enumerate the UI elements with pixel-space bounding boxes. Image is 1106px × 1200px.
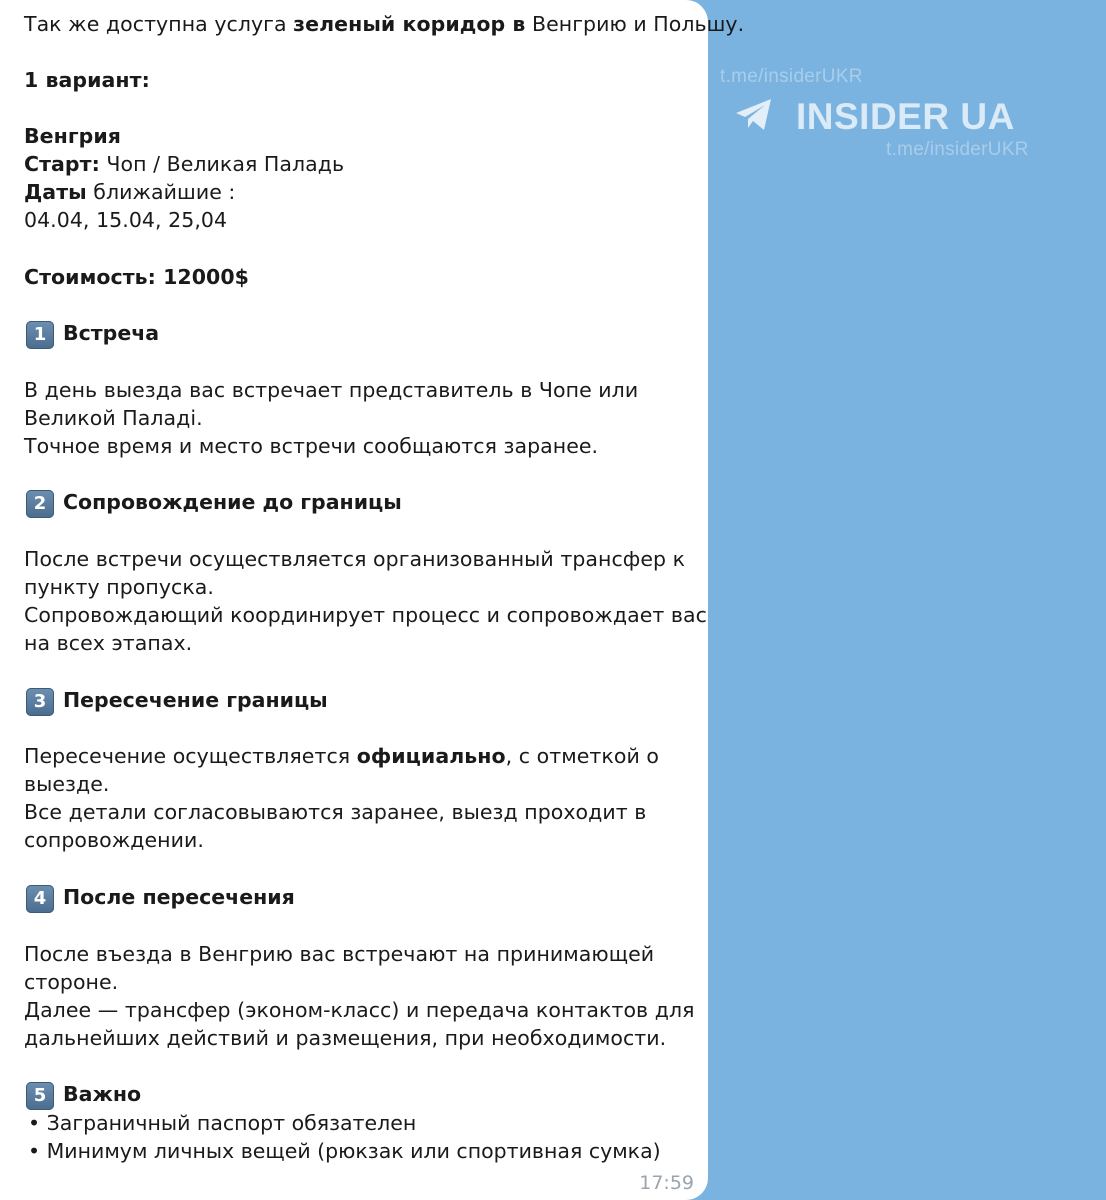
- country-label: Венгрия: [24, 124, 121, 148]
- section-text: сопровождении.: [24, 828, 204, 852]
- variant-label: 1 вариант:: [24, 68, 150, 92]
- keycap-4-icon: 4: [26, 885, 54, 913]
- section-text: В день выезда вас встречает представитель в Чопе или: [24, 378, 639, 402]
- section-text: Пересечение осуществляется официально, с отметкой о: [24, 744, 659, 768]
- cost-line: Стоимость: 12000$: [24, 265, 249, 289]
- keycap-3-icon: 3: [26, 688, 54, 716]
- section-text: пункту пропуска.: [24, 575, 214, 599]
- bullet-item: • Заграничный паспорт обязателен: [28, 1111, 417, 1135]
- section-title: После пересечения: [63, 885, 295, 909]
- keycap-1-icon: 1: [26, 321, 54, 349]
- dates-value: 04.04, 15.04, 25,04: [24, 208, 228, 232]
- section-title: Важно: [63, 1082, 142, 1106]
- section-text: дальнейших действий и размещения, при необходимости.: [24, 1026, 667, 1050]
- watermark-link-bottom: t.me/insiderUKR: [886, 139, 1029, 160]
- section-text: Все детали согласовываются заранее, выезд проходит в: [24, 800, 647, 824]
- section-text: После въезда в Венгрию вас встречают на принимающей: [24, 942, 655, 966]
- watermark-logo: [734, 96, 1015, 138]
- keycap-2-icon: 2: [26, 490, 54, 518]
- section-text: Точное время и место встречи сообщаются заранее.: [24, 434, 599, 458]
- section-text: стороне.: [24, 970, 119, 994]
- section-text: выезде.: [24, 772, 110, 796]
- telegram-plane-icon: [734, 97, 774, 137]
- section-title: Встреча: [63, 321, 160, 345]
- section-text: на всех этапах.: [24, 631, 193, 655]
- section-text: После встречи осуществляется организованный трансфер к: [24, 547, 686, 571]
- keycap-5-icon: 5: [26, 1082, 54, 1110]
- intro-line: Так же доступна услуга зеленый коридор в Венгрию и Польшу.: [24, 12, 745, 36]
- dates-line: Даты ближайшие :: [24, 180, 236, 204]
- section-text: Великой Паладі.: [24, 406, 203, 430]
- start-line: Старт: Чоп / Великая Паладь: [24, 152, 345, 176]
- section-text: Сопровождающий координирует процесс и сопровождает вас: [24, 603, 707, 627]
- watermark-title: INSIDER UA: [796, 96, 1015, 137]
- section-title: Пересечение границы: [63, 688, 328, 712]
- section-title: Сопровождение до границы: [63, 490, 402, 514]
- bullet-item: • Минимум личных вещей (рюкзак или спортивная сумка): [28, 1139, 661, 1163]
- message-time: 17:59: [639, 1172, 694, 1194]
- section-text: Далее — трансфер (эконом-класс) и передача контактов для: [24, 998, 695, 1022]
- watermark-link-top: t.me/insiderUKR: [720, 66, 863, 87]
